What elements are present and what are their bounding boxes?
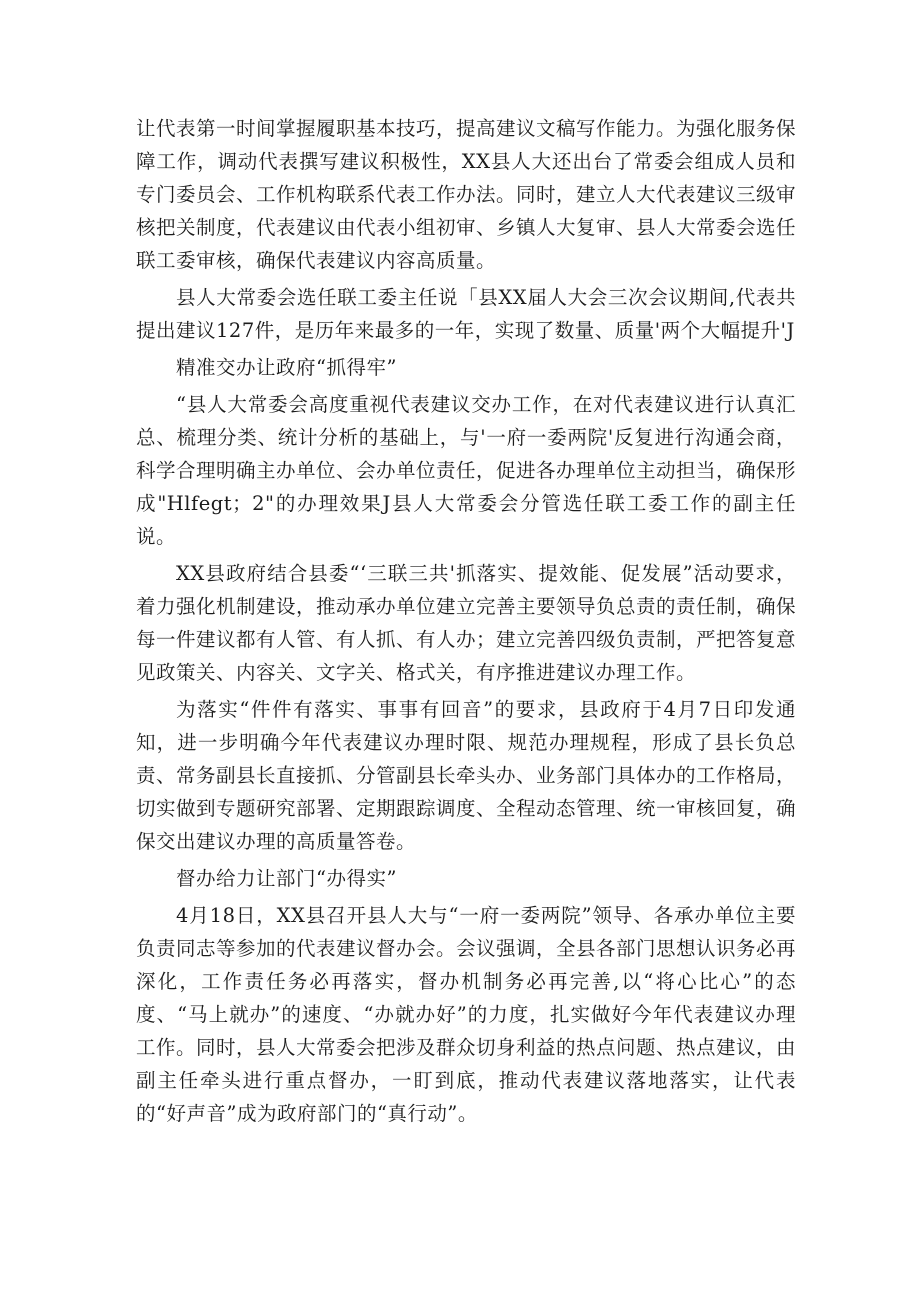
paragraph-4: XX县政府结合县委“‘三联三共'抓落实、提效能、促发展”活动要求，着力强化机制建设，推动承办单位建立完善主要领导负总责的责任制，确保每一件建议都有人管、有人抓、有人办；建立完善四级负责制，严把答复意见政策关、内容关、文字关、格式关，有序推进建议办理工作。 — [136, 562, 797, 684]
paragraph-6: 4月18日，XX县召开县人大与“一府一委两院”领导、各承办单位主要负责同志等参加的代表建议督办会。会议强调，全县各部门思想认识务必再深化，工作责任务必再落实，督办机制务必再完善,以“将心比心”的态度、“马上就办”的速度、“办就办好”的力度，扎实做好今年代表建议办理工作。同时，县人大常委会把涉及群众切身利益的热点问题、热点建议，由副主任牵头进行重点督办，一盯到底，推动代表建议落地落实，让代表的“好声音”成为政府部门的“真行动”。 — [136, 904, 797, 1125]
paragraph-2: 县人大常委会选任联工委主任说「县XX届人大会三次会议期间,代表共提出建议127件，是历年来最多的一年，实现了数量、质量'两个大幅提升'J — [136, 286, 796, 342]
paragraph-5: 为落实“件件有落实、事事有回音”的要求，县政府于4月7日印发通知，进一步明确今年代表建议办理时限、规范办理规程，形成了县长负总责、常务副县长直接抓、分管副县长牵头办、业务部门具体办的工作格局，切实做到专题研究部署、定期跟踪调度、全程动态管理、统一审核回复，确保交出建议办理的高质量答卷。 — [136, 698, 797, 853]
section-heading-1: 精准交办让政府“抓得牢” — [176, 356, 397, 379]
document-body — [136, 112, 796, 1130]
paragraph-3: “县人大常委会高度重视代表建议交办工作，在对代表建议进行认真汇总、梳理分类、统计分析的基础上，与'一府一委两院'反复进行沟通会商，科学合理明确主办单位、会办单位责任，促进各办理单位主动担当，确保形成"Hlfegt；2"的办理效果J县人大常委会分管选任联工委工作的副主任说。 — [136, 393, 797, 548]
paragraph-1: 让代表第一时间掌握履职基本技巧，提高建议文稿写作能力。为强化服务保障工作，调动代表撰写建议积极性，XX县人大还出台了常委会组成人员和专门委员会、工作机构联系代表工作办法。同时，建立人大代表建议三级审核把关制度，代表建议由代表小组初审、乡镇人大复审、县人大常委会选任联工委审核，确保代表建议内容高质量。 — [136, 117, 797, 272]
section-heading-2: 督办给力让部门“办得实” — [176, 867, 397, 890]
